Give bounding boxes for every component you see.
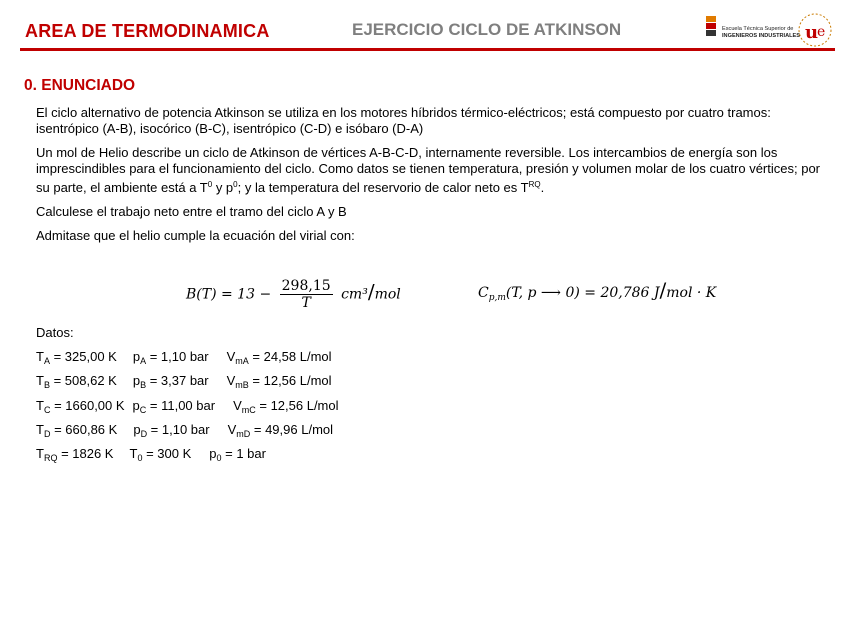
section-title: 0. ENUNCIADO xyxy=(24,77,136,94)
logo-text-line2: INGENIEROS INDUSTRIALES xyxy=(722,33,801,39)
header xyxy=(0,0,848,52)
school-logo-icon xyxy=(704,16,718,40)
paragraph-4: Admitase que el helio cumple la ecuación del virial con: xyxy=(36,228,355,243)
paragraph-1: El ciclo alternativo de potencia Atkinson se utiliza en los motores híbridos térmico-eléctricos; está compuesto por cuatro tramos: isentrópico (A-B), isocórico (B-C), isentrópico (C-D) e isóbaro (D-A) xyxy=(36,105,771,136)
data-row: $T_B = 508,62$ K $p_B = 3,37$ bar $V_{mB} = 12,56$ L/mol xyxy=(36,373,332,390)
university-logo xyxy=(796,12,834,48)
data-row: $T_C = 1660,00$ K $p_C = 11,00$ bar $V_{mC} = 12,56$ L/mol xyxy=(36,398,339,415)
virial-formula: B(T) = 13 − $\frac{298,15}{T}$ cm³/mol xyxy=(186,278,401,311)
exercise-title: EJERCICIO CICLO DE ATKINSON xyxy=(352,20,622,39)
university-seal-icon xyxy=(796,12,834,48)
svg-text:u: u xyxy=(805,22,819,43)
heat-capacity-formula: $C_{p,m}(T$, p ⟶ 0) = 20,786 J/mol · K xyxy=(478,278,717,303)
statement xyxy=(36,105,826,252)
data-row: $T_D = 660,86$ K $p_D = 1,10$ bar $V_{mD} = 49,96$ L/mol xyxy=(36,422,334,439)
svg-text:e: e xyxy=(817,24,826,40)
area-title: AREA DE TERMODINAMICA xyxy=(25,21,270,41)
data-label: Datos: xyxy=(36,325,74,340)
logo-text-line1: Escuela Técnica Superior de xyxy=(722,26,794,32)
paragraph-2: Un mol de Helio describe un ciclo de Atkinson de vértices A-B-C-D, internamente reversible. Los intercambios de energía son los imprescindibles para el funcionamiento del ciclo. Como datos se tienen temperatura, presión y volumen molar de los cuatro vértices; por su parte, el ambiente está a $T^0$ y $p^0$; y la temperatura del reservorio de calor neto es $T^{RQ}$. xyxy=(36,145,820,195)
header-divider xyxy=(20,48,835,51)
data-row: $T_{RQ} = 1826$ K $T_0 = 300$ K $p_0 = 1$ bar xyxy=(36,446,266,463)
school-logo xyxy=(704,14,801,44)
data-row: $T_A = 325,00$ K $p_A = 1,10$ bar $V_{mA} = 24,58$ L/mol xyxy=(36,349,332,366)
paragraph-3: Calculese el trabajo neto entre el tramo del ciclo A y B xyxy=(36,204,347,219)
